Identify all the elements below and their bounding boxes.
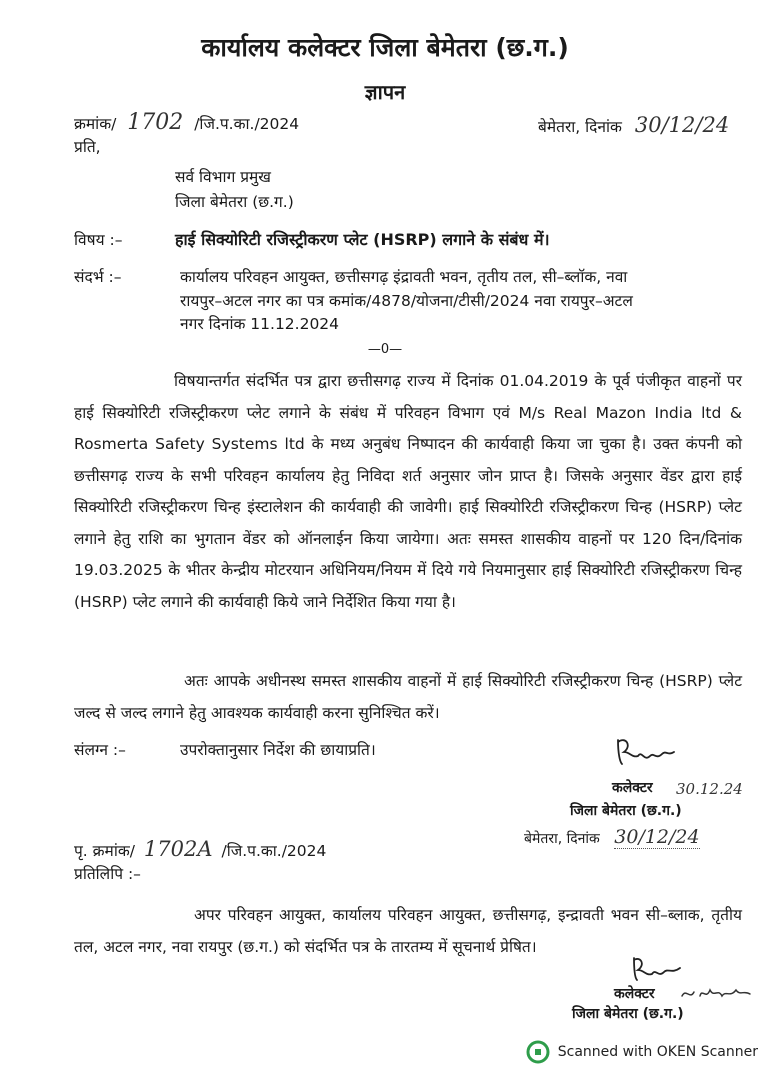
- initials-scribble: [680, 984, 752, 1002]
- designation-1: कलेक्टर: [612, 780, 653, 796]
- kramank-suffix: /जि.प.का./2024: [194, 115, 300, 133]
- separator: —0—: [367, 342, 403, 357]
- enclosure-label: संलग्न :–: [74, 741, 126, 759]
- reference-line2: रायपुर–अटल नगर का पत्र कमांक/4878/योजना/टीसी/2024 नवा रायपुर–अटल: [180, 292, 633, 310]
- body-paragraph-2: अतः आपके अधीनस्थ समस्त शासकीय वाहनों में हाई सिक्योरिटी रजिस्ट्रीकरण चिन्ह (HSRP) प्लेट जल्द से जल्द लगाने हेतु आवश्यक कार्यवाही करना सुनिश्चित करें।: [74, 672, 742, 722]
- document-type: ज्ञापन: [364, 80, 406, 104]
- endorsement-number: पृ. क्रमांक/ 1702A /जि.प.का./2024: [74, 837, 327, 861]
- date-handwritten: 30/12/24: [634, 113, 730, 137]
- scanner-text: Scanned with OKEN Scanner: [557, 1044, 758, 1060]
- body-paragraph-1: विषयान्तर्गत संदर्भित पत्र द्वारा छत्तीसगढ़ राज्य में दिनांक 01.04.2019 के पूर्व पंजीकृत वाहनों पर हाई सिक्योरिटी रजिस्ट्रीकरण प्लेट लगाने के संबंध में परिवहन विभाग एवं M/s Real Mazon India ltd & Rosmerta Safety Systems ltd के मध्य अनुबंध निष्पादन की कार्यवाही किया जा चुका है। उक्त कंपनी को छत्तीसगढ़ राज्य के सभी परिवहन कार्यालय हेतु निविदा शर्त अनुसार जोन प्राप्त है। जिसके अनुसार वेंडर द्वारा हाई सिक्योरिटी रजिस्ट्रीकरण चिन्ह इंस्टालेशन की कार्यवाही की जावेगी। हाई सिक्योरिटी रजिस्ट्रीकरण चिन्ह (HSRP) प्लेट लगाने हेतु राशि का भुगतान वेंडर को ऑनलाईन किया जायेगा। अतः समस्त शासकीय वाहनों पर 120 दिन/दिनांक 19.03.2025 के भीतर केन्द्रीय मोटरयान अधिनियम/नियम में दिये गये नियमानुसार हाई सिक्योरिटी रजिस्ट्रीकरण चिन्ह (HSRP) प्लेट लगाने की कार्यवाही किये जाने निर्देशित किया गया है।: [74, 372, 742, 611]
- reference-line1: कार्यालय परिवहन आयुक्त, छत्तीसगढ़ इंद्रावती भवन, तृतीय तल, सी–ब्लॉक, नवा: [180, 268, 628, 286]
- scanner-logo-icon: [526, 1040, 550, 1064]
- collector-signature-1: [612, 732, 682, 770]
- subject-text: हाई सिक्योरिटी रजिस्ट्रीकरण प्लेट (HSRP) लगाने के संबंध में।: [175, 230, 550, 249]
- endorsement-text: अपर परिवहन आयुक्त, कार्यालय परिवहन आयुक्त, छत्तीसगढ़, इन्द्रावती भवन सी–ब्लाक, तृतीय तल, अटल नगर, नवा रायपुर (छ.ग.) को संदर्भित पत्र के तारतम्य में सूचनार्थ प्रेषित।: [74, 906, 742, 956]
- place-date-2: [524, 826, 700, 848]
- scanner-watermark: [526, 1040, 758, 1064]
- date-handwritten-2: 30/12/24: [614, 826, 700, 848]
- place-date-label-2: बेमेतरा, दिनांक: [524, 831, 600, 847]
- district-1: जिला बेमेतरा (छ.ग.): [570, 803, 682, 819]
- prati-label: प्रति,: [74, 138, 101, 156]
- reference-label: संदर्भ :–: [74, 268, 122, 286]
- endorsement-kramank-suffix: /जि.प.का./2024: [221, 842, 327, 860]
- endorsement-number-handwritten: 1702A: [143, 837, 213, 861]
- endorsement-kramank-label: पृ. क्रमांक: [74, 842, 130, 860]
- kramank-number-handwritten: 1702: [127, 110, 184, 135]
- reference-line3: नगर दिनांक 11.12.2024: [180, 315, 340, 333]
- reference-number: क्रमांक/ 1702 /जि.प.का./2024: [74, 110, 300, 135]
- enclosure-text: उपरोक्तानुसार निर्देश की छायाप्रति।: [180, 741, 376, 759]
- addressee-line1: सर्व विभाग प्रमुख: [175, 168, 271, 186]
- collector-signature-2: [628, 952, 688, 986]
- district-2: जिला बेमेतरा (छ.ग.): [572, 1006, 684, 1022]
- designation-2: कलेक्टर: [614, 986, 655, 1002]
- office-title: कार्यालय कलेक्टर जिला बेमेतरा (छ.ग.): [201, 33, 569, 62]
- subject-label: विषय :–: [74, 231, 123, 249]
- place-date-label: बेमेतरा, दिनांक: [538, 118, 622, 136]
- copy-label: प्रतिलिपि :–: [74, 865, 141, 883]
- place-date: [538, 113, 729, 137]
- kramank-label: क्रमांक: [74, 115, 112, 133]
- addressee-line2: जिला बेमेतरा (छ.ग.): [175, 193, 294, 211]
- signature-date-1: 30.12.24: [676, 780, 743, 798]
